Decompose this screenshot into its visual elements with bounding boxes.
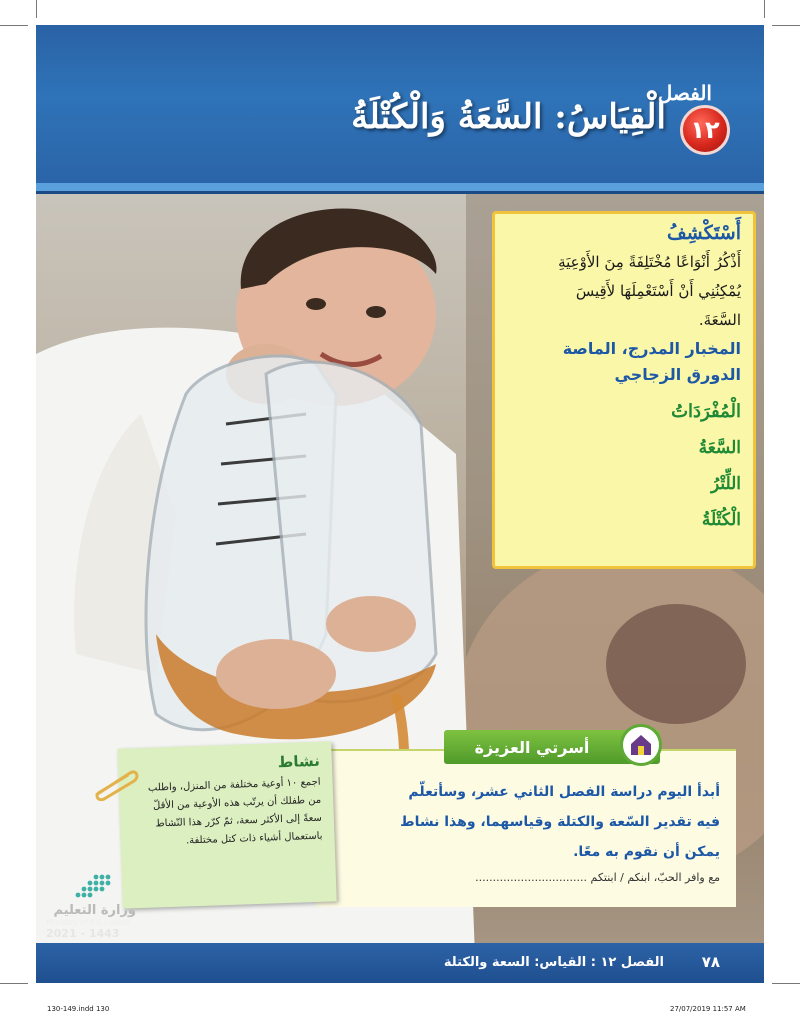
- chapter-number-badge: ١٢: [680, 105, 730, 155]
- explore-box: [492, 211, 756, 569]
- print-slug-file: 130-149.indd 130: [47, 1005, 110, 1013]
- family-line: أبدأ اليوم دراسة الفصل الثاني عشر، وسأتعلّم: [408, 784, 720, 800]
- trim-mark: [36, 0, 37, 18]
- activity-note: [117, 741, 336, 908]
- activity-heading: نشاط: [277, 751, 321, 772]
- trim-mark: [772, 983, 800, 984]
- house-icon-graphic: [628, 732, 654, 758]
- explore-line: يُمْكِنُنِي أَنْ أَسْتَعْمِلَهَا لأَقِيسَ: [575, 282, 741, 300]
- family-line: فيه تقدير السّعة والكتلة وقياسهما، وهذا نشاط: [400, 814, 720, 830]
- trim-mark: [772, 25, 800, 26]
- trim-mark: [0, 983, 28, 984]
- vocab-item: السَّعَةُ: [698, 438, 741, 458]
- vocab-heading: الْمُفْرَدَاتُ: [671, 401, 741, 422]
- trim-mark: [764, 0, 765, 18]
- trim-mark: [0, 25, 28, 26]
- chapter-title: الْقِيَاسُ: السَّعَةُ وَالْكُتْلَةُ: [351, 97, 666, 137]
- banner-stripe: [36, 183, 764, 191]
- textbook-page: [36, 25, 764, 983]
- print-slug-date: 27/07/2019 11:57 AM: [670, 1005, 746, 1013]
- family-title: أسرتي العزيزة: [474, 737, 590, 757]
- paperclip-icon: [90, 765, 140, 801]
- house-icon: [620, 724, 662, 766]
- activity-line: من طفلك أن يرتّب هذه الأوعية من الأقلّ: [152, 794, 322, 812]
- ministry-dots-icon: [46, 873, 116, 899]
- explore-answer: الدورق الزجاجي: [614, 365, 741, 384]
- page-number: ٧٨: [701, 953, 720, 971]
- activity-line: سعةً إلى الأكثر سعة، ثمّ كرّر هذا النّشاط: [155, 812, 323, 830]
- family-line: يمكن أن نقوم به معًا.: [573, 844, 720, 860]
- family-signature: مع وافر الحبّ، ابنكم / ابنتكم ................................: [475, 871, 720, 884]
- ministry-logo: [46, 873, 136, 940]
- footer-chapter-title: الفصل ١٢ : القياس: السعة والكتلة: [443, 955, 664, 970]
- explore-heading: أَسْتَكْشِفُ: [666, 222, 741, 244]
- family-letter-box: [316, 749, 736, 907]
- explore-answer: المخبار المدرج، الماصة: [562, 339, 741, 358]
- vocab-item: اللِّتْرُ: [710, 474, 741, 494]
- activity-line: باستعمال أشياء ذات كتل مختلفة.: [185, 830, 323, 847]
- ministry-year: 2021 - 1443: [46, 927, 120, 940]
- explore-line: أَذْكُرُ أَنْوَاعًا مُخْتَلِفَةً مِنَ الأَوْعِيَةِ: [558, 253, 741, 271]
- vocab-item: الْكُتْلَةُ: [701, 510, 741, 530]
- activity-line: اجمع ١٠ أوعية مختلفة من المنزل، واطلب: [147, 776, 321, 794]
- ministry-name-arabic: وزارة التعليم: [53, 903, 136, 918]
- chapter-label: الفصل: [657, 81, 712, 105]
- ministry-name-english: Ministry of Education: [46, 918, 131, 927]
- explore-line: السَّعَةَ.: [698, 311, 741, 329]
